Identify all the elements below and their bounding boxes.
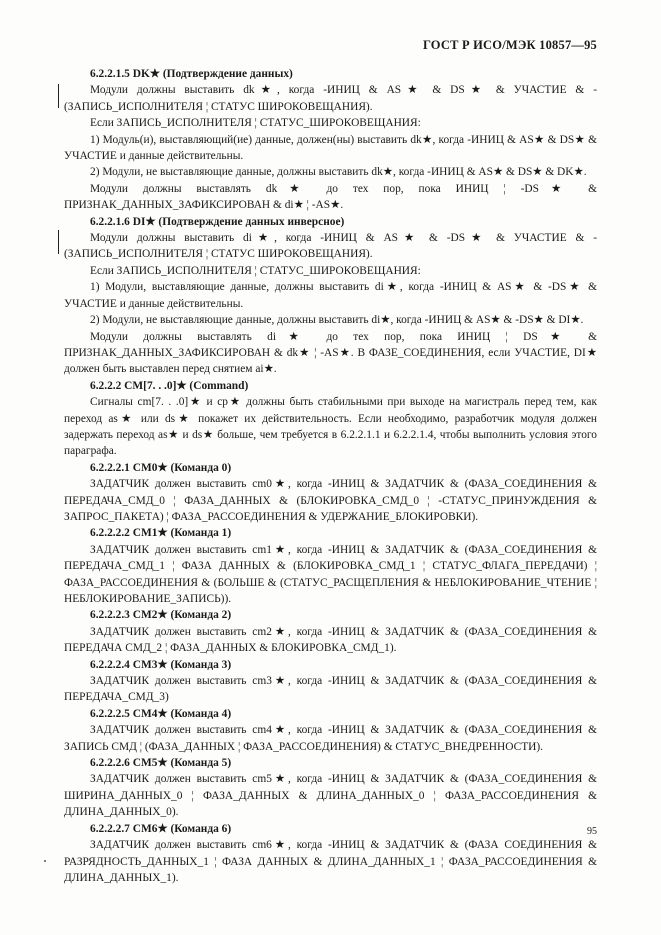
- paragraph: Модули должны выставить di★, когда -ИНИЦ & AS★ & -DS★ & УЧАСТИЕ & -(ЗАПИСЬ_ИСПОЛНИТЕЛЯ ¦ СТАТУС ШИРОКОВЕЩАНИЯ).: [64, 232, 597, 261]
- paragraph: ЗАДАТЧИК должен выставить cm3★, когда -ИНИЦ & ЗАДАТЧИК & (ФАЗА_СОЕДИНЕНИЯ & ПЕРЕДАЧА_СМД_3): [64, 675, 597, 704]
- paragraph: 2) Модули, не выставляющие данные, должны выставить di★, когда -ИНИЦ & AS★ & -DS★ & DI★.: [90, 314, 584, 327]
- section-heading: 6.2.2.1.6 DI★ (Подтверждение данных инверсное): [90, 215, 345, 228]
- section-heading: 6.2.2.2 CM[7. . .0]★ (Command): [90, 379, 249, 392]
- section-heading: 6.2.2.2.3 CM2★ (Команда 2): [90, 609, 232, 622]
- paragraph: Если ЗАПИСЬ_ИСПОЛНИТЕЛЯ ¦ СТАТУС_ШИРОКОВЕЩАНИЯ:: [90, 117, 421, 130]
- section-heading: 6.2.2.2.1 CM0★ (Команда 0): [90, 461, 232, 474]
- paragraph: ЗАДАТЧИК должен выставить cm4★, когда -ИНИЦ & ЗАДАТЧИК & (ФАЗА_СОЕДИНЕНИЯ & ЗАПИСЬ СМД ¦ (ФАЗА_ДАННЫХ ¦ ФАЗА_РАССОЕДИНЕНИЯ) & СТАТУС_ВНЕДРЕННОСТИ).: [64, 724, 597, 753]
- paragraph: Если ЗАПИСЬ_ИСПОЛНИТЕЛЯ ¦ СТАТУС_ШИРОКОВЕЩАНИЯ:: [90, 264, 421, 277]
- paragraph: ЗАДАТЧИК должен выставить cm1★, когда -ИНИЦ & ЗАДАТЧИК & (ФАЗА_СОЕДИНЕНИЯ & ПЕРЕДАЧА_СМД_1 ¦ ФАЗА ДАННЫХ & (БЛОКИРОВКА_СМД_1 ¦ СТАТУС_ФЛАГА_ПЕРЕДАЧИ) ¦ ФАЗА_РАССОЕДИНЕНИЯ & (БОЛЬШЕ & (СТАТУС_РАСЩЕПЛЕНИЯ & НЕБЛОКИРОВАНИЕ_ЧТЕНИЕ ¦ НЕБЛОКИРОВАНИЕ_ЗАПИСЬ)).: [64, 543, 597, 605]
- paragraph: ЗАДАТЧИК должен выставить cm0★, когда -ИНИЦ & ЗАДАТЧИК & (ФАЗА_СОЕДИНЕНИЯ & ПЕРЕДАЧА_СМД_0 ¦ ФАЗА_ДАННЫХ & (БЛОКИРОВКА_СМД_0 ¦ -СТАТУС_ПРИНУЖДЕНИЯ & ЗАПРОС_ПАКЕТА) ¦ ФАЗА_РАССОЕДИНЕНИЯ & УДЕРЖАНИЕ_БЛОКИРОВКИ).: [64, 478, 597, 523]
- section-heading: 6.2.2.2.2 CM1★ (Команда 1): [90, 527, 232, 540]
- page-header: ГОСТ Р ИСО/МЭК 10857—95: [422, 38, 597, 52]
- paragraph: 1) Модули, выставляющие данные, должны выставить di★, когда -ИНИЦ & AS★ & -DS★ & УЧАСТИЕ и данные действительны.: [64, 281, 597, 310]
- section-heading: 6.2.2.2.6 CM5★ (Команда 5): [90, 757, 232, 770]
- scan-speck: [44, 860, 46, 862]
- section-heading: 6.2.2.1.5 DK★ (Подтверждение данных): [90, 68, 293, 80]
- paragraph: Модули должны выставлять dk★ до тех пор, пока ИНИЦ ¦ -DS★ & ПРИЗНАК_ДАННЫХ_ЗАФИКСИРОВАН & di★ ¦ -AS★.: [64, 182, 597, 212]
- section-heading: 6.2.2.2.5 CM4★ (Команда 4): [90, 707, 232, 720]
- paragraph: ЗАДАТЧИК должен выставить cm6★, когда -ИНИЦ & ЗАДАТЧИК & (ФАЗА СОЕДИНЕНИЯ & РАЗРЯДНОСТЬ_ДАННЫХ_1 ¦ ФАЗА ДАННЫХ & ДЛИНА_ДАННЫХ_1 ¦ ФАЗА_РАССОЕДИНЕНИЯ & ДЛИНА_ДАННЫХ_1).: [64, 839, 597, 884]
- paragraph: ЗАДАТЧИК должен выставить cm2★, когда -ИНИЦ & ЗАДАТЧИК & (ФАЗА_СОЕДИНЕНИЯ & ПЕРЕДАЧА СМД_2 ¦ ФАЗА_ДАННЫХ & БЛОКИРОВКА_СМД_1).: [64, 625, 597, 655]
- paragraph: Сигналы cm[7. . .0]★ и cp★ должны быть стабильными при выходе на магистраль перед тем, как переход as★ или ds★ покажет их действительность. Если необходимо, разработчик модуля должен задержать переход as★ и ds★ больше, чем требуется в 6.2.2.1.1 и 6.2.2.1.4, чтобы выполнить условия этого параграфа.: [64, 396, 597, 458]
- revision-bar: [58, 230, 59, 254]
- paragraph: Модули должны выставить dk★, когда -ИНИЦ & AS★ & DS★ & УЧАСТИЕ & -(ЗАПИСЬ_ИСПОЛНИТЕЛЯ ¦ СТАТУС ШИРОКОВЕЩАНИЯ).: [64, 84, 597, 113]
- revision-bar: [58, 84, 59, 108]
- paragraph: ЗАДАТЧИК должен выставить cm5★, когда -ИНИЦ & ЗАДАТЧИК & (ФАЗА_СОЕДИНЕНИЯ & ШИРИНА_ДАННЫХ_0 ¦ ФАЗА_ДАННЫХ & ДЛИНА_ДАННЫХ_0 ¦ ФАЗА_РАССОЕДИНЕНИЯ & ДЛИНА_ДАННЫХ_0).: [64, 773, 597, 819]
- section-heading: 6.2.2.2.4 CM3★ (Команда 3): [90, 658, 232, 671]
- page-number: 95: [587, 826, 597, 837]
- document-body: [64, 66, 597, 886]
- paragraph: Модули должны выставлять di★ до тех пор, пока ИНИЦ ¦ DS★ & ПРИЗНАК_ДАННЫХ_ЗАФИКСИРОВАН & dk★ ¦ -AS★. В ФАЗЕ_СОЕДИНЕНИЯ, если УЧАСТИЕ, DI★ должен быть выставлен перед снятием ai★.: [64, 330, 597, 376]
- paragraph: 2) Модули, не выставляющие данные, должны выставить dk★, когда -ИНИЦ & AS★ & DS★ & DK★.: [90, 166, 587, 179]
- paragraph: 1) Модуль(и), выставляющий(ие) данные, должен(ны) выставить dk★, когда -ИНИЦ & AS★ & DS★ & УЧАСТИЕ и данные действительны.: [64, 133, 597, 163]
- section-heading: 6.2.2.2.7 CM6★ (Команда 6): [90, 822, 232, 835]
